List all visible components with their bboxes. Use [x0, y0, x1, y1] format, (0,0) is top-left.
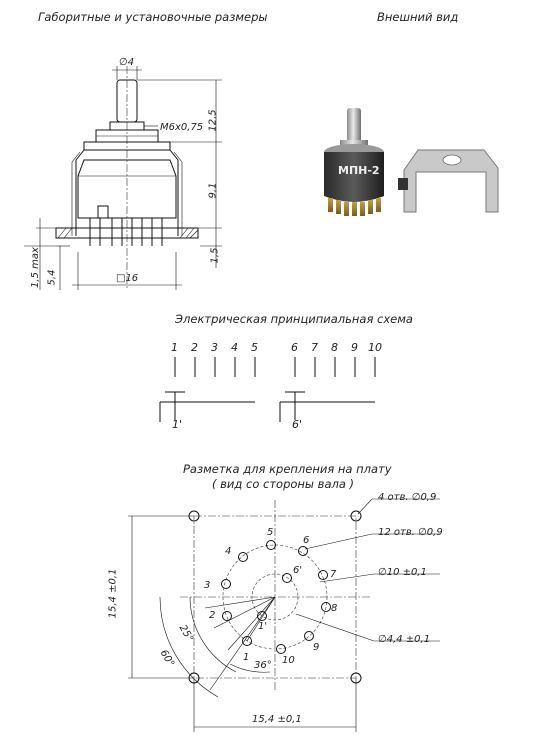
pin-label: 3 — [211, 341, 218, 354]
pin-label: 8 — [331, 341, 338, 354]
inner-hole-number: 6' — [293, 565, 303, 576]
hole-number: 3 — [204, 580, 211, 591]
thread-label: M6x0,75 — [160, 122, 204, 133]
photo-label: МПН-2 — [338, 164, 380, 177]
appearance-heading: Внешний вид — [377, 10, 459, 24]
size-horizontal-label: 15,4 ±0,1 — [252, 714, 302, 725]
pin-label: 4 — [231, 341, 238, 354]
schematic-heading: Электрическая принципиальная схема — [175, 312, 413, 326]
hole-4-label: 4 отв. ∅0,9 — [378, 492, 437, 503]
angle-36-label: 36° — [254, 660, 272, 671]
circle-10-label: ∅10 ±0,1 — [378, 567, 427, 578]
pin-label: 6 — [291, 341, 298, 354]
hole-number: 10 — [282, 655, 295, 666]
angle-25-label: 25° — [176, 623, 196, 644]
shaft-diameter-label: ∅4 — [119, 57, 135, 68]
circle-44-label: ∅4,4 ±0,1 — [378, 634, 431, 645]
pin-label: 5 — [251, 341, 258, 354]
dimensions-heading: Габоритные и установочные размеры — [38, 10, 268, 24]
hole-number: 7 — [330, 569, 337, 580]
pin-label: 10 — [368, 341, 382, 354]
hole-number: 5 — [267, 527, 274, 538]
offset-label: 5,4 — [46, 269, 58, 286]
body-height-label: 9,1 — [207, 182, 219, 199]
hole-number: 1 — [243, 652, 250, 663]
marking-heading: Разметка для крепления на плату — [183, 462, 392, 476]
size-vertical-label: 15,4 ±0,1 — [107, 568, 119, 619]
body-size-label: □16 — [116, 273, 139, 284]
common-6-label: 6' — [292, 418, 303, 431]
inner-hole-number: 1' — [258, 621, 268, 632]
max-height-label: 1,5 max — [29, 247, 41, 288]
hole-number: 9 — [313, 642, 320, 653]
pin-label: 9 — [351, 341, 358, 354]
hole-number: 2 — [209, 610, 216, 621]
shaft-height-label: 12,5 — [207, 109, 219, 132]
pin-label: 2 — [191, 341, 198, 354]
pin-label: 7 — [311, 341, 318, 354]
angle-60-label: 60° — [157, 648, 177, 669]
marking-subheading: ( вид со стороны вала ) — [212, 477, 355, 491]
pin-label: 1 — [171, 341, 178, 354]
pin-length-label: 1,5 — [209, 247, 221, 264]
hole-number: 8 — [331, 603, 338, 614]
common-1-label: 1' — [172, 418, 183, 431]
hole-number: 4 — [225, 546, 232, 557]
hole-12-label: 12 отв. ∅0,9 — [378, 527, 443, 538]
hole-number: 6 — [303, 535, 310, 546]
